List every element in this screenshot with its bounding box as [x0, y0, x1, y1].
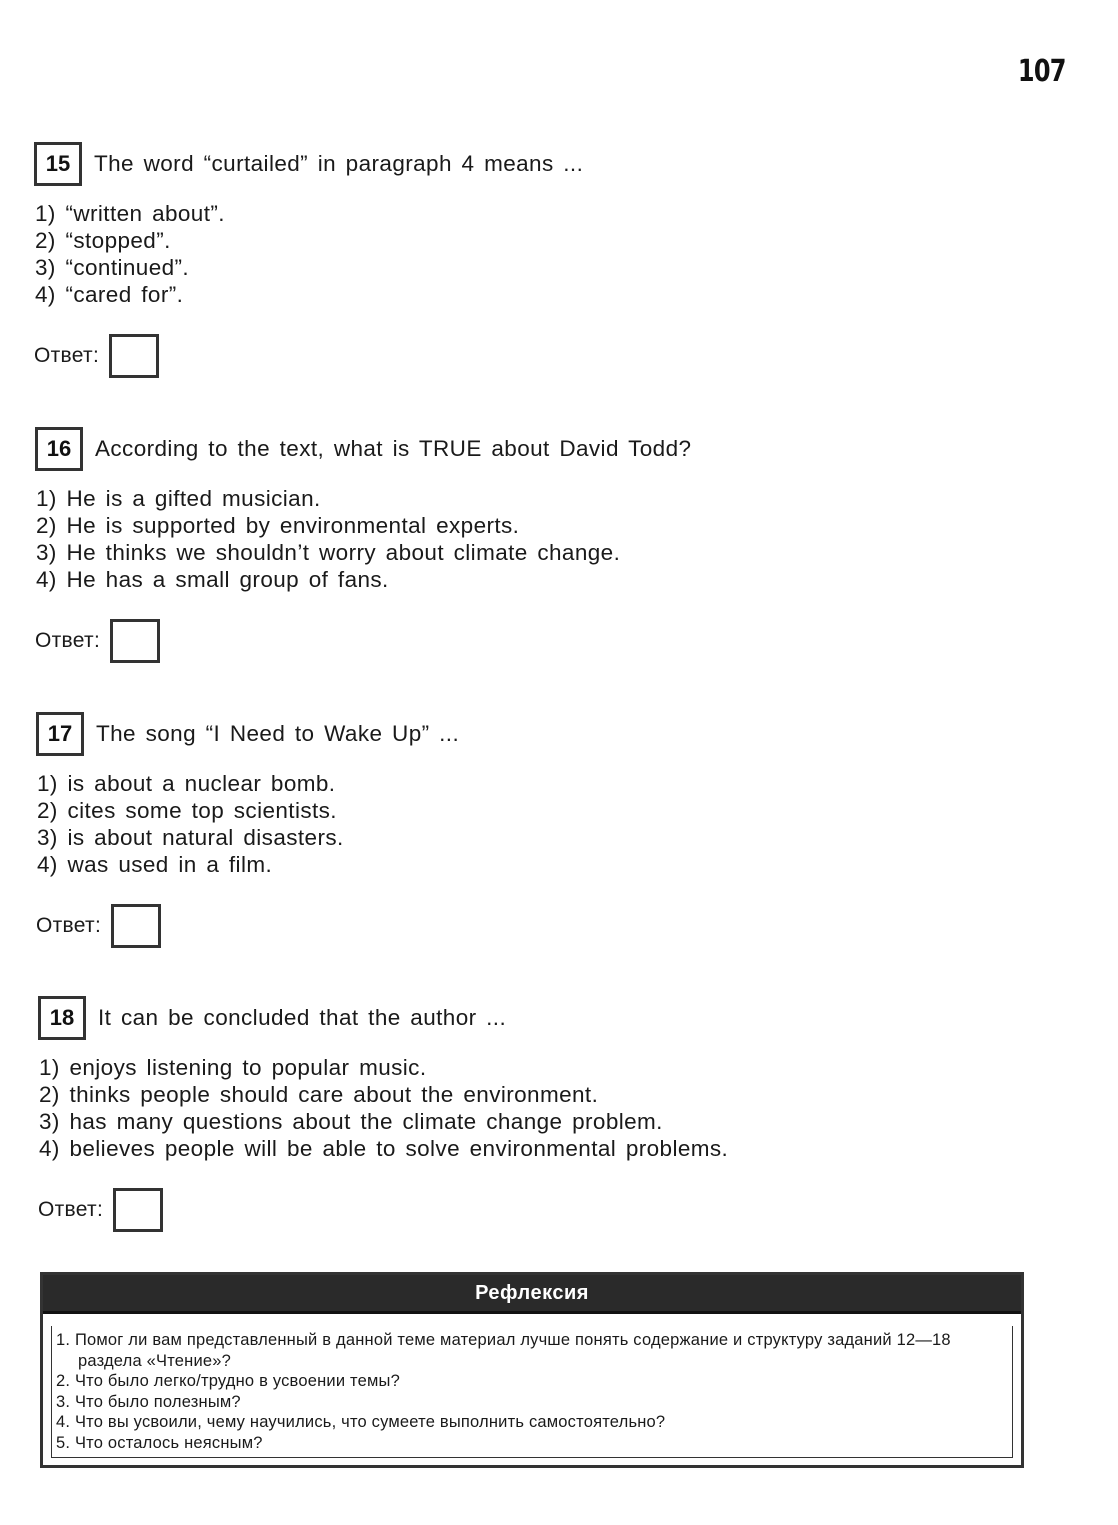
task-15 [34, 140, 1034, 378]
option-3: 3) He thinks we shouldn’t worry about climate change. [36, 540, 621, 565]
task-header [35, 425, 1035, 473]
options-list [35, 200, 1034, 308]
answer-label: Ответ: [34, 344, 100, 367]
option-2: 2) cites some top scientists. [37, 798, 337, 823]
reflection-content [51, 1326, 1013, 1458]
option-1: 1) is about a nuclear bomb. [37, 771, 336, 796]
option-3: 3) has many questions about the climate change problem. [39, 1109, 663, 1134]
answer-row [36, 904, 1036, 948]
option-2: 2) thinks people should care about the environment. [39, 1082, 599, 1107]
task-18 [38, 994, 1038, 1232]
answer-label: Ответ: [38, 1198, 104, 1221]
options-list [37, 770, 1036, 878]
answer-box[interactable] [113, 1188, 163, 1232]
option-1: 1) enjoys listening to popular music. [39, 1055, 427, 1080]
page-number: 107 [1018, 54, 1066, 89]
answer-row [35, 619, 1035, 663]
reflection-item-2: 2. Что было легко/трудно в усвоении темы? [56, 1372, 400, 1390]
task-question: According to the text, what is TRUE about David Todd? [95, 436, 692, 461]
reflection-item-5: 5. Что осталось неясным? [56, 1433, 263, 1452]
reflection-item-4: 4. Что вы усвоили, чему научились, что сумеете выполнить самостоятельно? [56, 1413, 666, 1431]
option-3: 3) “continued”. [35, 255, 190, 280]
options-list [36, 485, 1035, 593]
answer-box[interactable] [111, 904, 161, 948]
answer-label: Ответ: [36, 914, 102, 937]
task-number: 15 [34, 142, 82, 186]
options-list [39, 1054, 1038, 1162]
reflection-title: Рефлексия [43, 1275, 1021, 1314]
option-4: 4) was used in a film. [37, 852, 273, 877]
answer-row [38, 1188, 1038, 1232]
reflection-box [40, 1272, 1024, 1468]
option-4: 4) believes people will be able to solve environmental problems. [39, 1136, 729, 1161]
reflection-list [56, 1330, 1002, 1453]
task-number: 18 [38, 996, 86, 1040]
task-header [36, 710, 1036, 758]
option-4: 4) “cared for”. [35, 282, 184, 307]
task-header [34, 140, 1034, 188]
option-2: 2) He is supported by environmental experts. [36, 513, 520, 538]
answer-box[interactable] [109, 334, 159, 378]
option-4: 4) He has a small group of fans. [36, 567, 389, 592]
option-2: 2) “stopped”. [35, 228, 171, 253]
answer-box[interactable] [110, 619, 160, 663]
task-17 [36, 710, 1036, 948]
option-1: 1) He is a gifted musician. [36, 486, 321, 511]
task-16 [35, 425, 1035, 663]
answer-row [34, 334, 1034, 378]
task-number: 17 [36, 712, 84, 756]
reflection-item-1: 1. Помог ли вам представленный в данной теме материал лучше понять содержание и структуру заданий 12—18 раздела «Чтение»? [56, 1331, 951, 1370]
task-header [38, 994, 1038, 1042]
reflection-item-3: 3. Что было полезным? [56, 1392, 241, 1411]
task-number: 16 [35, 427, 83, 471]
task-question: The word “curtailed” in paragraph 4 means ... [94, 151, 584, 176]
answer-label: Ответ: [35, 629, 101, 652]
task-question: It can be concluded that the author ... [98, 1005, 507, 1030]
task-question: The song “I Need to Wake Up” ... [96, 721, 460, 746]
option-1: 1) “written about”. [35, 201, 225, 226]
option-3: 3) is about natural disasters. [37, 825, 344, 850]
